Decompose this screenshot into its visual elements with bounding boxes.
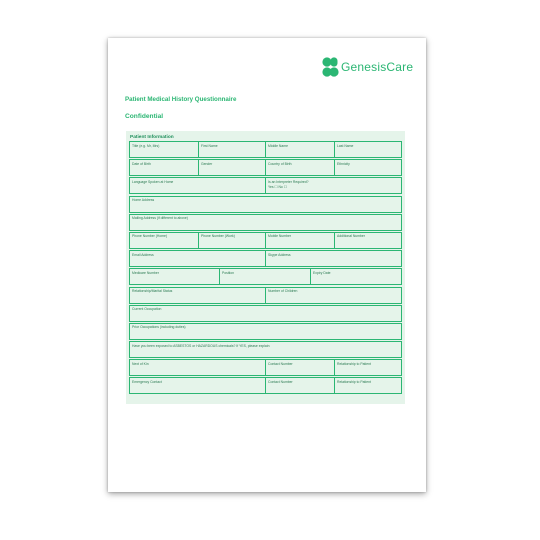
form-row	[129, 287, 402, 304]
form-row	[129, 177, 402, 194]
interpreter-label: Is an Interpreter Required?	[268, 179, 309, 184]
date-of-birth-field[interactable]: Date of Birth	[129, 159, 199, 176]
document-title: Patient Medical History Questionnaire	[125, 96, 237, 103]
genesiscare-logo	[322, 56, 413, 78]
interpreter-field[interactable]	[266, 177, 402, 194]
form-row	[129, 250, 402, 267]
expiry-date-field[interactable]: Expiry Date	[311, 268, 402, 285]
home-address-field[interactable]: Home Address	[129, 196, 402, 213]
current-occupation-field[interactable]: Current Occupation	[129, 305, 402, 322]
genesiscare-logo-icon	[322, 56, 339, 78]
emergency-contact-relationship-field[interactable]: Relationship to Patient	[335, 377, 402, 394]
mailing-address-field[interactable]: Mailing Address (if different to above)	[129, 214, 402, 231]
document-subtitle: Confidential	[125, 113, 164, 120]
phone-home-field[interactable]: Phone Number (Home)	[129, 232, 199, 249]
email-field[interactable]: Email Address	[129, 250, 266, 267]
form-row	[129, 323, 402, 340]
skype-field[interactable]: Skype Address	[266, 250, 402, 267]
patient-information-form	[126, 131, 405, 404]
additional-number-field[interactable]: Additional Number	[335, 232, 402, 249]
form-row	[129, 305, 402, 322]
form-row	[129, 268, 402, 285]
form-row	[129, 232, 402, 249]
medicare-number-field[interactable]: Medicare Number	[129, 268, 220, 285]
next-of-kin-relationship-field[interactable]: Relationship to Patient	[335, 359, 402, 376]
interpreter-options[interactable]: Yes ☐ No ☐	[268, 185, 287, 190]
brand-name: GenesisCare	[341, 60, 414, 74]
form-row	[129, 214, 402, 231]
last-name-field[interactable]: Last Name	[335, 141, 402, 158]
prior-occupations-field[interactable]: Prior Occupations (including duties)	[129, 323, 402, 340]
relationship-status-field[interactable]: Relationship/Marital Status	[129, 287, 266, 304]
form-row	[129, 377, 402, 394]
form-row	[129, 159, 402, 176]
emergency-contact-number-field[interactable]: Contact Number	[266, 377, 335, 394]
language-field[interactable]: Language Spoken at Home	[129, 177, 266, 194]
first-name-field[interactable]: First Name	[199, 141, 266, 158]
exposure-question-field[interactable]: Have you been exposed to ASBESTOS or HAZARDOUS chemicals? If YES, please explain	[129, 341, 402, 358]
form-row	[129, 141, 402, 158]
country-of-birth-field[interactable]: Country of Birth	[266, 159, 335, 176]
next-of-kin-contact-field[interactable]: Contact Number	[266, 359, 335, 376]
medicare-position-field[interactable]: Position	[220, 268, 311, 285]
mobile-field[interactable]: Mobile Number	[266, 232, 335, 249]
middle-name-field[interactable]: Middle Name	[266, 141, 335, 158]
section-title: Patient Information	[130, 135, 174, 140]
ethnicity-field[interactable]: Ethnicity	[335, 159, 402, 176]
emergency-contact-field[interactable]: Emergency Contact	[129, 377, 266, 394]
phone-work-field[interactable]: Phone Number (Work)	[199, 232, 266, 249]
gender-field[interactable]: Gender	[199, 159, 266, 176]
number-of-children-field[interactable]: Number of Children	[266, 287, 402, 304]
form-row	[129, 196, 402, 213]
title-field[interactable]: Title (e.g. Mr, Mrs)	[129, 141, 199, 158]
form-row	[129, 359, 402, 376]
form-row	[129, 341, 402, 358]
document-page	[108, 38, 426, 492]
next-of-kin-field[interactable]: Next of Kin	[129, 359, 266, 376]
